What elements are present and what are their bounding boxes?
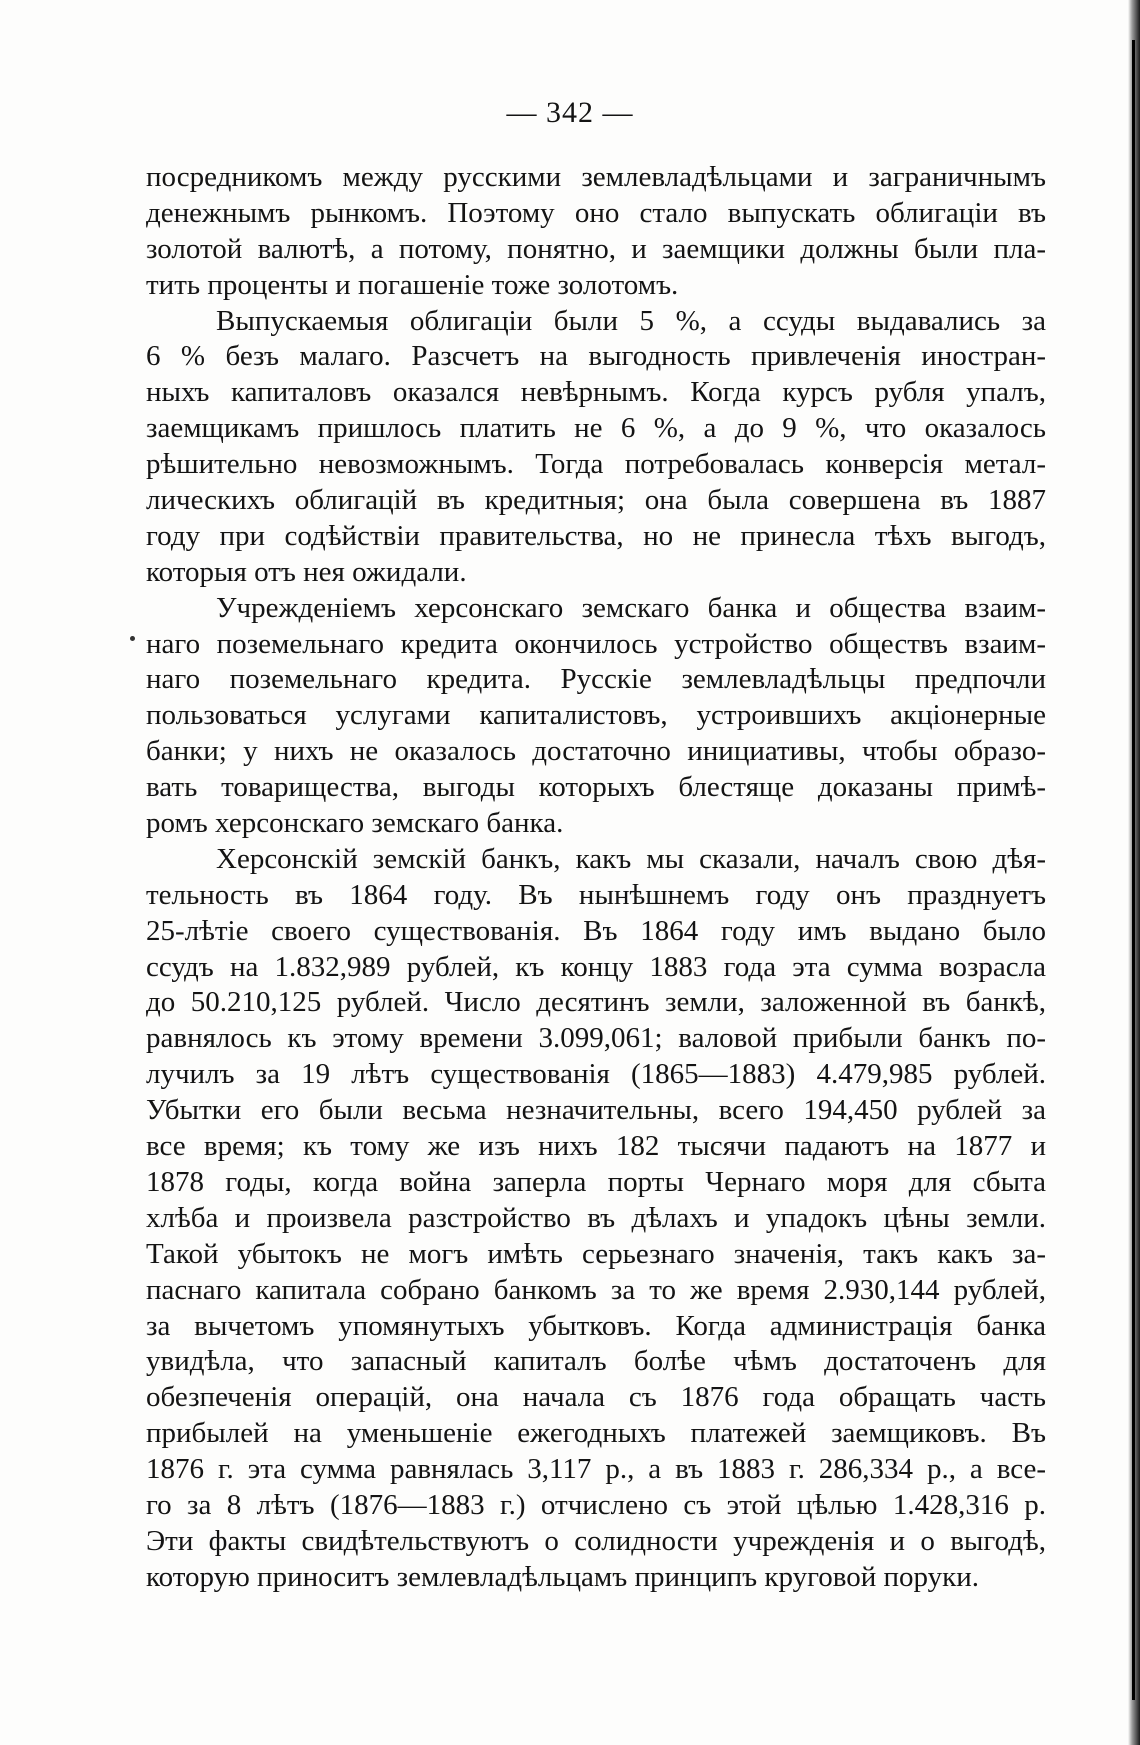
text-line: денежнымъ рынкомъ. Поэтому оно стало выпускать облигаціи въ	[146, 196, 1046, 229]
text-line: Убытки его были весьма незначительны, всего 194,450 рублей за	[146, 1094, 1046, 1127]
text-line: прибылей на уменьшеніе ежегодныхъ платежей заемщиковъ. Въ	[146, 1417, 1046, 1450]
text-line: ссудъ на 1.832,989 рублей, къ концу 1883 года эта сумма возрасла	[146, 950, 1046, 983]
text-line: хлѣба и произвела разстройство въ дѣлахъ и упадокъ цѣны земли.	[146, 1201, 1046, 1234]
text-line: тить проценты и погашеніе тоже золотомъ.	[146, 268, 679, 301]
text-line: до 50.210,125 рублей. Число десятинъ земли, заложенной въ банкѣ,	[146, 986, 1046, 1019]
text-line: 6 % безъ малаго. Разсчетъ на выгодность привлеченія иностран-	[146, 340, 1046, 373]
text-line: которую приноситъ землевладѣльцамъ принципъ круговой поруки.	[146, 1560, 980, 1593]
text-line: которыя отъ нея ожидали.	[146, 555, 467, 588]
text-line: 1878 годы, когда война заперла порты Чернаго моря для сбыта	[146, 1165, 1046, 1198]
text-line: посредникомъ между русскими землевладѣльцами и заграничнымъ	[146, 161, 1046, 193]
text-line: заемщикамъ пришлось платить не 6 %, а до 9 %, что оказалось	[146, 412, 1046, 445]
binding-edge	[1128, 0, 1140, 1745]
text-line: обезпеченія операцій, она начала съ 1876 года обращать часть	[146, 1381, 1046, 1414]
text-line: пользоваться услугами капиталистовъ, устроившихъ акціонерные	[146, 699, 1046, 732]
text-line: ныхъ капиталовъ оказался невѣрнымъ. Когда курсъ рубля упалъ,	[146, 376, 1046, 409]
text-line: лучилъ за 19 лѣтъ существованія (1865—1883) 4.479,985 рублей.	[146, 1058, 1046, 1091]
text-line: году при содѣйствіи правительства, но не принесла тѣхъ выгодъ,	[146, 519, 1046, 552]
text-line: ромъ херсонскаго земскаго банка.	[146, 807, 564, 840]
text-line: Эти факты свидѣтельствуютъ о солидности учрежденія и о выгодѣ,	[146, 1524, 1046, 1557]
text-line: за вычетомъ упомянутыхъ убытковъ. Когда администрація банка	[146, 1309, 1046, 1342]
text-line: паснаго капитала собрано банкомъ за то же время 2.930,144 рублей,	[146, 1273, 1046, 1306]
text-line: 1876 г. эта сумма равнялась 3,117 р., а въ 1883 г. 286,334 р., а все-	[146, 1453, 1046, 1486]
text-line: наго поземельнаго кредита окончилось устройство обществъ взаим-	[146, 627, 1046, 660]
text-line: вать товарищества, выгоды которыхъ блестяще доказаны примѣ-	[146, 771, 1046, 804]
text-line: Выпускаемыя облигаціи были 5 %, а ссуды выдавались за	[216, 304, 1046, 337]
text-line: Учрежденіемъ херсонскаго земскаго банка и общества взаим-	[216, 591, 1046, 624]
text-line: банки; у нихъ не оказалось достаточно инициативы, чтобы образо-	[146, 735, 1046, 768]
text-line: тельность въ 1864 году. Въ нынѣшнемъ году онъ празднуетъ	[146, 878, 1046, 911]
text-line: золотой валютѣ, а потому, понятно, и заемщики должны были пла-	[146, 232, 1046, 265]
text-line: го за 8 лѣтъ (1876—1883 г.) отчислено съ этой цѣлью 1.428,316 р.	[146, 1488, 1046, 1521]
body-text	[146, 160, 1046, 1596]
page-number: — 342 —	[506, 96, 634, 129]
text-line: увидѣла, что запасный капиталъ болѣе чѣмъ достаточенъ для	[146, 1345, 1046, 1378]
text-line: рѣшительно невозможнымъ. Тогда потребовалась конверсія метал-	[146, 448, 1046, 481]
text-line: лическихъ облигацій въ кредитныя; она была совершена въ 1887	[146, 484, 1046, 517]
text-line: Херсонскій земскій банкъ, какъ мы сказали, началъ свою дѣя-	[216, 842, 1046, 875]
text-line: равнялось къ этому времени 3.099,061; валовой прибыли банкъ по-	[146, 1022, 1046, 1055]
text-line: все время; къ тому же изъ нихъ 182 тысячи падаютъ на 1877 и	[146, 1130, 1046, 1163]
text-line: Такой убытокъ не могъ имѣть серьезнаго значенія, такъ какъ за-	[146, 1237, 1046, 1270]
margin-dot-mark	[130, 636, 135, 641]
text-line: 25-лѣтіе своего существованія. Въ 1864 году имъ выдано было	[146, 914, 1046, 947]
text-line: наго поземельнаго кредита. Русскіе землевладѣльцы предпочли	[146, 663, 1046, 696]
